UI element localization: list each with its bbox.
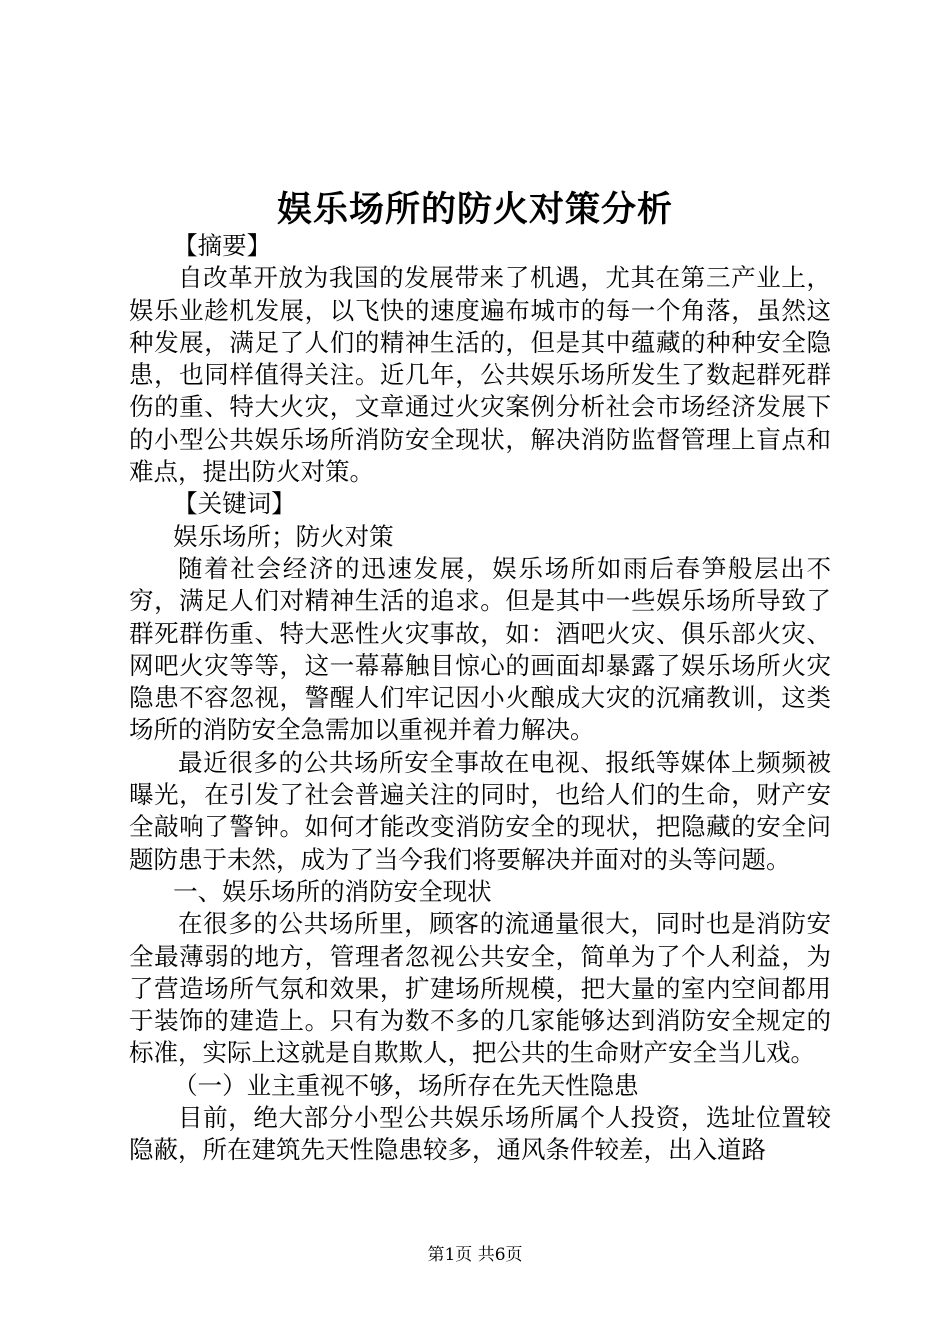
section-heading: 一、娱乐场所的消防安全现状 — [173, 876, 492, 906]
abstract-heading: 【摘要】 — [173, 231, 272, 260]
keywords-heading: 【关键词】 — [173, 489, 296, 519]
document-body — [129, 230, 831, 1167]
abstract-paragraph: 自改革开放为我国的发展带来了机遇，尤其在第三产业上，娱乐业趁机发展，以飞快的速度遍布城市的每一个角落，虽然这种发展，满足了人们的精神生活的，但是其中蕴藏的种种安全隐患，也同样值得关注。近几年，公共娱乐场所发生了数起群死群伤的重、特大火灾，文章通过火灾案例分析社会市场经济发展下的小型公共娱乐场所消防安全现状，解决消防监督管理上盲点和难点，提出防火对策。 — [129, 263, 831, 487]
subsection-heading: （一）业主重视不够，场所存在先天性隐患 — [173, 1070, 639, 1100]
body-paragraph: 目前，绝大部分小型公共娱乐场所属个人投资，选址位置较隐蔽，所在建筑先天性隐患较多，通风条件较差，出入道路 — [129, 1103, 831, 1165]
body-paragraph: 随着社会经济的迅速发展，娱乐场所如雨后春笋般层出不穷，满足人们对精神生活的追求。但是其中一些娱乐场所导致了群死群伤重、特大恶性火灾事故，如：酒吧火灾、俱乐部火灾、网吧火灾等等，这一幕幕触目惊心的画面却暴露了娱乐场所火灾隐患不容忽视，警醒人们牢记因小火酿成大灾的沉痛教训，这类场所的消防安全急需加以重视并着力解决。 — [129, 553, 831, 745]
body-paragraph: 在很多的公共场所里，顾客的流通量很大，同时也是消防安全最薄弱的地方，管理者忽视公共安全，简单为了个人利益，为了营造场所气氛和效果，扩建场所规模，把大量的室内空间都用于装饰的建造上。只有为数不多的几家能够达到消防安全规定的标准，实际上这就是自欺欺人，把公共的生命财产安全当儿戏。 — [129, 909, 831, 1068]
document-title: 娱乐场所的防火对策分析 — [276, 189, 673, 230]
body-paragraph: 最近很多的公共场所安全事故在电视、报纸等媒体上频频被曝光，在引发了社会普遍关注的同时，也给人们的生命，财产安全敲响了警钟。如何才能改变消防安全的现状，把隐藏的安全问题防患于未然，成为了当今我们将要解决并面对的头等问题。 — [129, 747, 831, 874]
page-footer: 第1页 共6页 — [427, 1245, 523, 1265]
keywords-text: 娱乐场所；防火对策 — [173, 521, 394, 551]
